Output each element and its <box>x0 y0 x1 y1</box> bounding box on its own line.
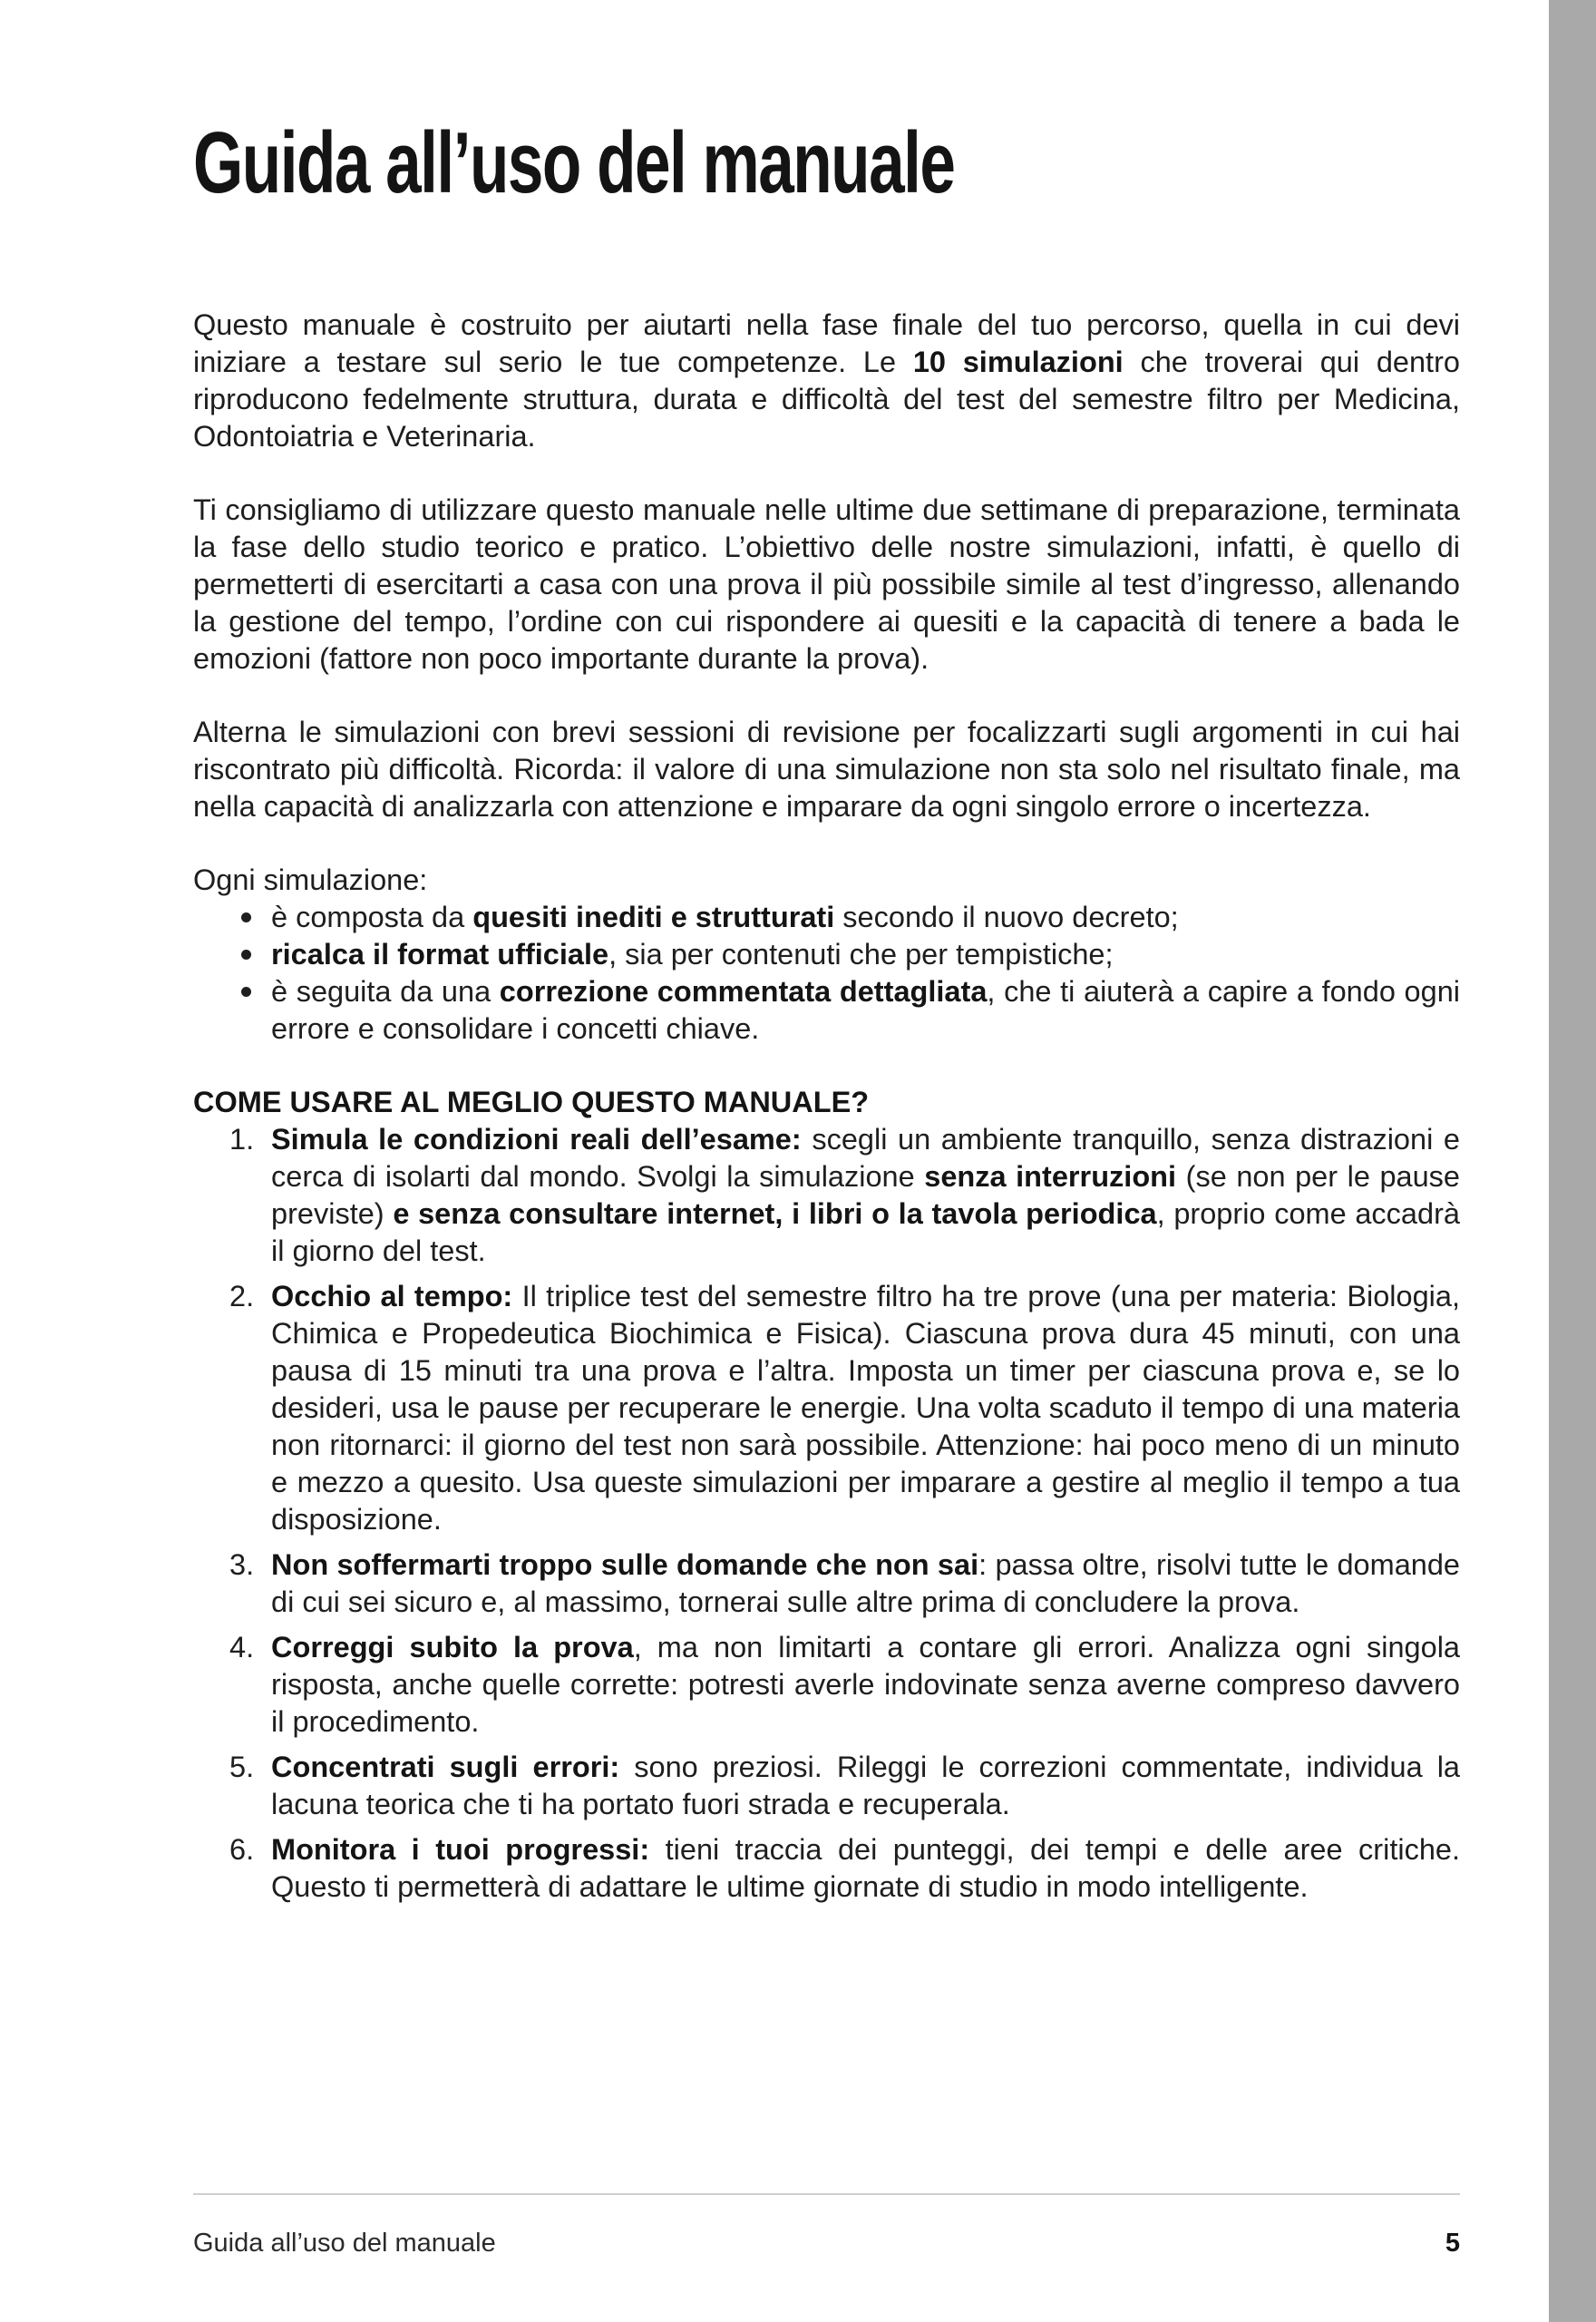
numbered-item-6 <box>193 1831 1460 1906</box>
text-run: , sia per contenuti che per tempistiche; <box>608 938 1114 971</box>
text-run: : passa oltre, risolvi tutte le domande di cui sei sicuro e, al massimo, tornerai sulle altre prima di concludere la prova. <box>271 1548 1460 1618</box>
numbered-item-1 <box>193 1121 1460 1270</box>
numbered-item-2 <box>193 1278 1460 1538</box>
numbered-item-4 <box>193 1629 1460 1741</box>
footer-running-title: Guida all’uso del manuale <box>193 2229 496 2258</box>
intro-paragraph-4: Ogni simulazione: <box>193 863 428 896</box>
text-run: è seguita da una <box>271 975 500 1008</box>
body-text <box>193 307 1460 1914</box>
text-run: Il triplice test del semestre filtro ha tre prove (una per materia: Biologia, Chimica e Propedeutica Biochimica e Fisica). Ciascuna prova dura 45 minuti, con una pausa di 15 minuti tra una prova e l’altra. Imposta un timer per ciascuna prova e, se lo desideri, usa le pause per recuperare le energie. Una volta scaduto il tempo di una materia non ritornarci: il giorno del test non sarà possibile. Attenzione: hai poco meno di un minuto e mezzo a quesito. Usa queste simulazioni per imparare a gestire al meglio il tempo a tua disposizione. <box>271 1280 1461 1536</box>
bullet-item <box>193 973 1460 1048</box>
bold-text: e senza consultare internet, i libri o la tavola periodica <box>393 1197 1157 1230</box>
section-heading: COME USARE AL MEGLIO QUESTO MANUALE? <box>193 1086 870 1118</box>
text-run: scegli un ambiente tranquillo, senza distrazioni e cerca di isolarti dal mondo. Svolgi la simulazione <box>271 1123 1460 1193</box>
item-number: 2. <box>229 1280 255 1312</box>
footer-divider <box>193 2193 1460 2195</box>
text-run: , proprio come accadrà il giorno del test. <box>271 1197 1460 1267</box>
text-run: tieni traccia dei punteggi, dei tempi e delle aree critiche. Questo ti permetterà di adattare le ultime giornate di studio in modo intelligente. <box>271 1833 1461 1903</box>
page-number: 5 <box>1445 2229 1460 2258</box>
bullet-item <box>193 936 1460 973</box>
item-number: 5. <box>229 1751 255 1783</box>
bold-text: correzione commentata dettagliata <box>499 975 988 1008</box>
page-title: Guida all’uso del manuale <box>193 114 955 211</box>
bold-text: ricalca il format ufficiale <box>271 938 609 971</box>
text-run: , ma non limitarti a contare gli errori. Analizza ogni singola risposta, anche quelle corrette: potresti averle indovinate senza averne compreso davvero il procedimento. <box>271 1631 1460 1738</box>
numbered-list <box>193 1121 1460 1906</box>
numbered-item-3 <box>193 1546 1460 1621</box>
text-run: sono preziosi. Rileggi le correzioni commentate, individua la lacuna teorica che ti ha portato fuori strada e recuperala. <box>271 1751 1460 1820</box>
numbered-item-5 <box>193 1749 1460 1823</box>
text-run: (se non per le pause previste) <box>271 1160 1460 1230</box>
item-number: 4. <box>229 1631 255 1663</box>
intro-paragraph-3: Alterna le simulazioni con brevi sessioni di revisione per focalizzarti sugli argomenti in cui hai riscontrato più difficoltà. Ricorda: il valore di una simulazione non sta solo nel risultato finale, ma nella capacità di analizzarla con attenzione e imparare da ogni singolo errore o incertezza. <box>193 716 1460 823</box>
item-number: 6. <box>229 1833 255 1866</box>
bold-text: senza interruzioni <box>924 1160 1177 1193</box>
bullet-dot-icon <box>241 950 251 960</box>
bold-text: Concentrati sugli errori: <box>271 1751 620 1783</box>
bullet-dot-icon <box>241 912 251 922</box>
text-run: secondo il nuovo decreto; <box>834 901 1179 933</box>
bullet-list <box>193 899 1460 1048</box>
bullet-dot-icon <box>241 987 251 997</box>
bold-text: Correggi subito la prova <box>271 1631 634 1663</box>
text-run: che troverai qui dentro riproducono fedelmente struttura, durata e difficoltà del test del semestre filtro per Medicina, Odontoiatria e Veterinaria. <box>193 346 1460 453</box>
item-number: 1. <box>229 1123 255 1156</box>
item-number: 3. <box>229 1548 255 1581</box>
bold-text: quesiti inediti e strutturati <box>472 901 835 933</box>
page-edge-band <box>1549 0 1596 2322</box>
bold-text: 10 simulazioni <box>912 346 1124 378</box>
intro-paragraph-1 <box>193 307 1460 455</box>
intro-paragraph-2: Ti consigliamo di utilizzare questo manuale nelle ultime due settimane di preparazione, terminata la fase dello studio teorico e pratico. L’obiettivo delle nostre simulazioni, infatti, è quello di permetterti di esercitarti a casa con una prova il più possibile simile al test d’ingresso, allenando la gestione del tempo, l’ordine con cui rispondere ai quesiti e la capacità di tenere a bada le emozioni (fattore non poco importante durante la prova). <box>193 493 1460 675</box>
bold-text: Simula le condizioni reali dell’esame: <box>271 1123 802 1156</box>
bold-text: Non soffermarti troppo sulle domande che non sai <box>271 1548 979 1581</box>
bold-text: Occhio al tempo: <box>271 1280 513 1312</box>
bullet-item <box>193 899 1460 936</box>
text-run: , che ti aiuterà a capire a fondo ogni errore e consolidare i concetti chiave. <box>271 975 1460 1045</box>
text-run: Questo manuale è costruito per aiutarti nella fase finale del tuo percorso, quella in cui devi iniziare a testare sul serio le tue competenze. Le <box>193 308 1460 378</box>
text-run: è composta da <box>271 901 473 933</box>
bold-text: Monitora i tuoi progressi: <box>271 1833 650 1866</box>
